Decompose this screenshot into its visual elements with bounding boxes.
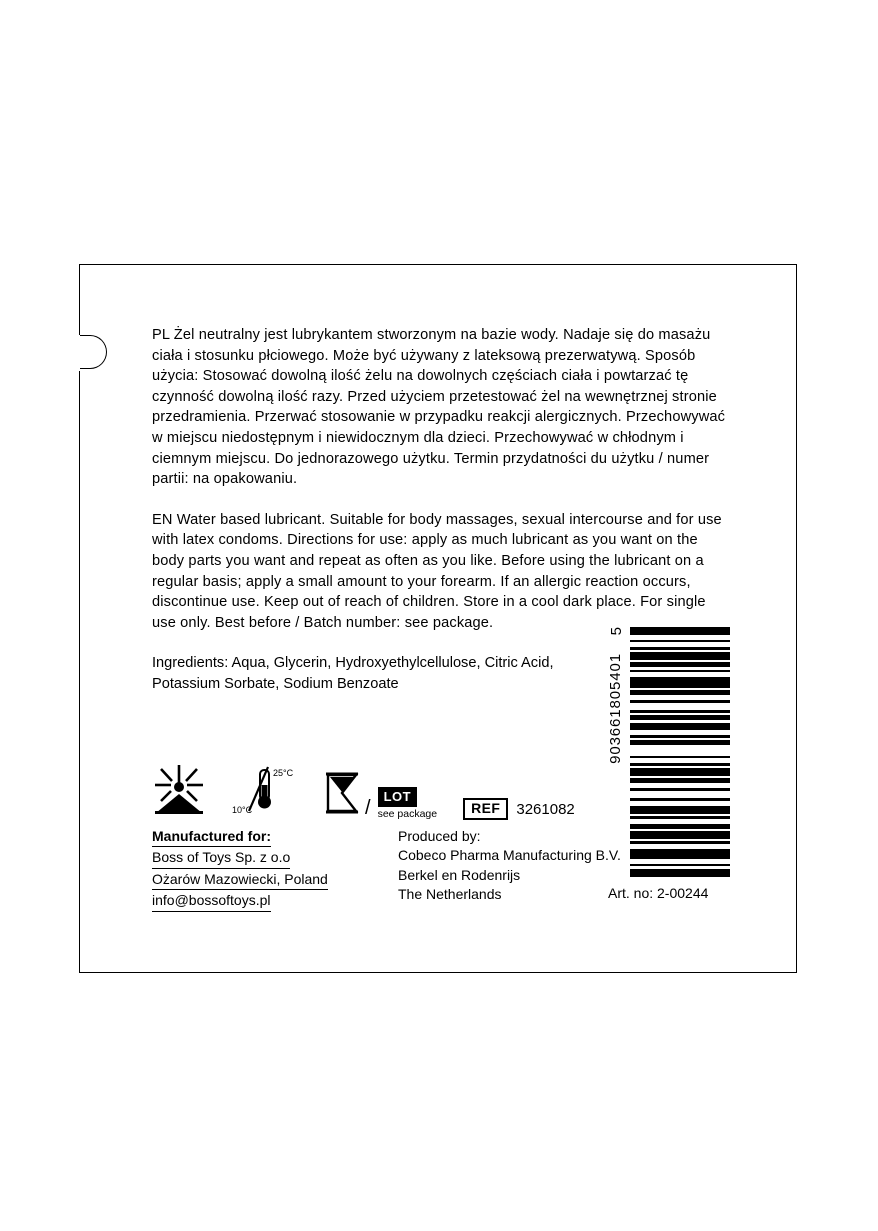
ref-value: 3261082 — [516, 800, 575, 818]
barcode-bars — [630, 627, 730, 877]
barcode-digits: 903661805401 — [607, 653, 624, 764]
slash-separator: / — [365, 797, 371, 819]
lot-symbol-group — [324, 771, 437, 820]
symbol-row — [152, 763, 575, 820]
english-description: EN Water based lubricant. Suitable for body massages, sexual intercourse and for use with latex condoms. Directions for use: apply as much lubricant as you want on the body parts you want and repeat as often as you like. Before using the lubricant on a regular basis; apply a small amount to your forearm. If an allergic reaction occurs, discontinue use. Keep out of reach of children. Store in a cool dark place. For single use only. Best before / Batch number: see package. — [152, 511, 722, 631]
product-label-card — [79, 264, 797, 973]
label-notch — [79, 335, 107, 369]
lot-label: LOT — [378, 787, 418, 807]
lot-value: see package — [377, 808, 438, 820]
manufactured-for-heading: Manufactured for: — [152, 827, 271, 847]
svg-text:10°C: 10°C — [232, 805, 253, 815]
manufactured-for-line1: Boss of Toys Sp. z o.o — [152, 848, 290, 868]
manufactured-for-line2: Ożarów Mazowiecki, Poland — [152, 870, 328, 890]
temperature-range-icon — [232, 763, 298, 820]
article-number: Art. no: 2-00244 — [608, 885, 709, 901]
ref-symbol-group — [463, 798, 575, 820]
produced-by-block — [398, 827, 621, 913]
manufacturer-email[interactable]: info@bossoftoys.pl — [152, 891, 271, 911]
keep-away-from-sunlight-icon — [152, 763, 206, 820]
manufacturer-footer — [152, 827, 621, 913]
barcode — [608, 627, 730, 877]
produced-by-line1: Cobeco Pharma Manufacturing B.V. — [398, 847, 621, 864]
barcode-lead-digit: 5 — [608, 627, 625, 636]
produced-by-heading: Produced by: — [398, 828, 481, 844]
svg-text:25°C: 25°C — [273, 768, 294, 778]
produced-by-line2: Berkel en Rodenrijs — [398, 866, 521, 883]
polish-description: PL Żel neutralny jest lubrykantem stworzonym na bazie wody. Nadaje się do masażu ciała i stosunku płciowego. Może być używany z lateksową prezerwatywą. Sposób użycia: Stosować dowolną ilość żelu na dowolnych częściach ciała i powtarzać tę czynność dowolną ilość razy. Przed użyciem przetestować żel na wewnętrznej stronie przedramienia. Przerwać stosowanie w przypadku reakcji alergicznych. Przechowywać w miejscu niedostępnym i niewidocznym dla dzieci. Przechowywać w chłodnym i ciemnym miejscu. Do jednorazowego użytku. Termin przydatności du użytku / numer partii: na opakowaniu. — [152, 327, 726, 488]
single-use-icon — [324, 771, 360, 820]
ref-label: REF — [463, 798, 508, 820]
ingredients-text: Ingredients: Aqua, Glycerin, Hydroxyethylcellulose, Citric Acid, Potassium Sorbate, Sodium Benzoate — [152, 655, 554, 692]
manufactured-for-block — [152, 827, 362, 913]
lot-block — [378, 788, 438, 820]
produced-by-line3: The Netherlands — [398, 886, 502, 903]
